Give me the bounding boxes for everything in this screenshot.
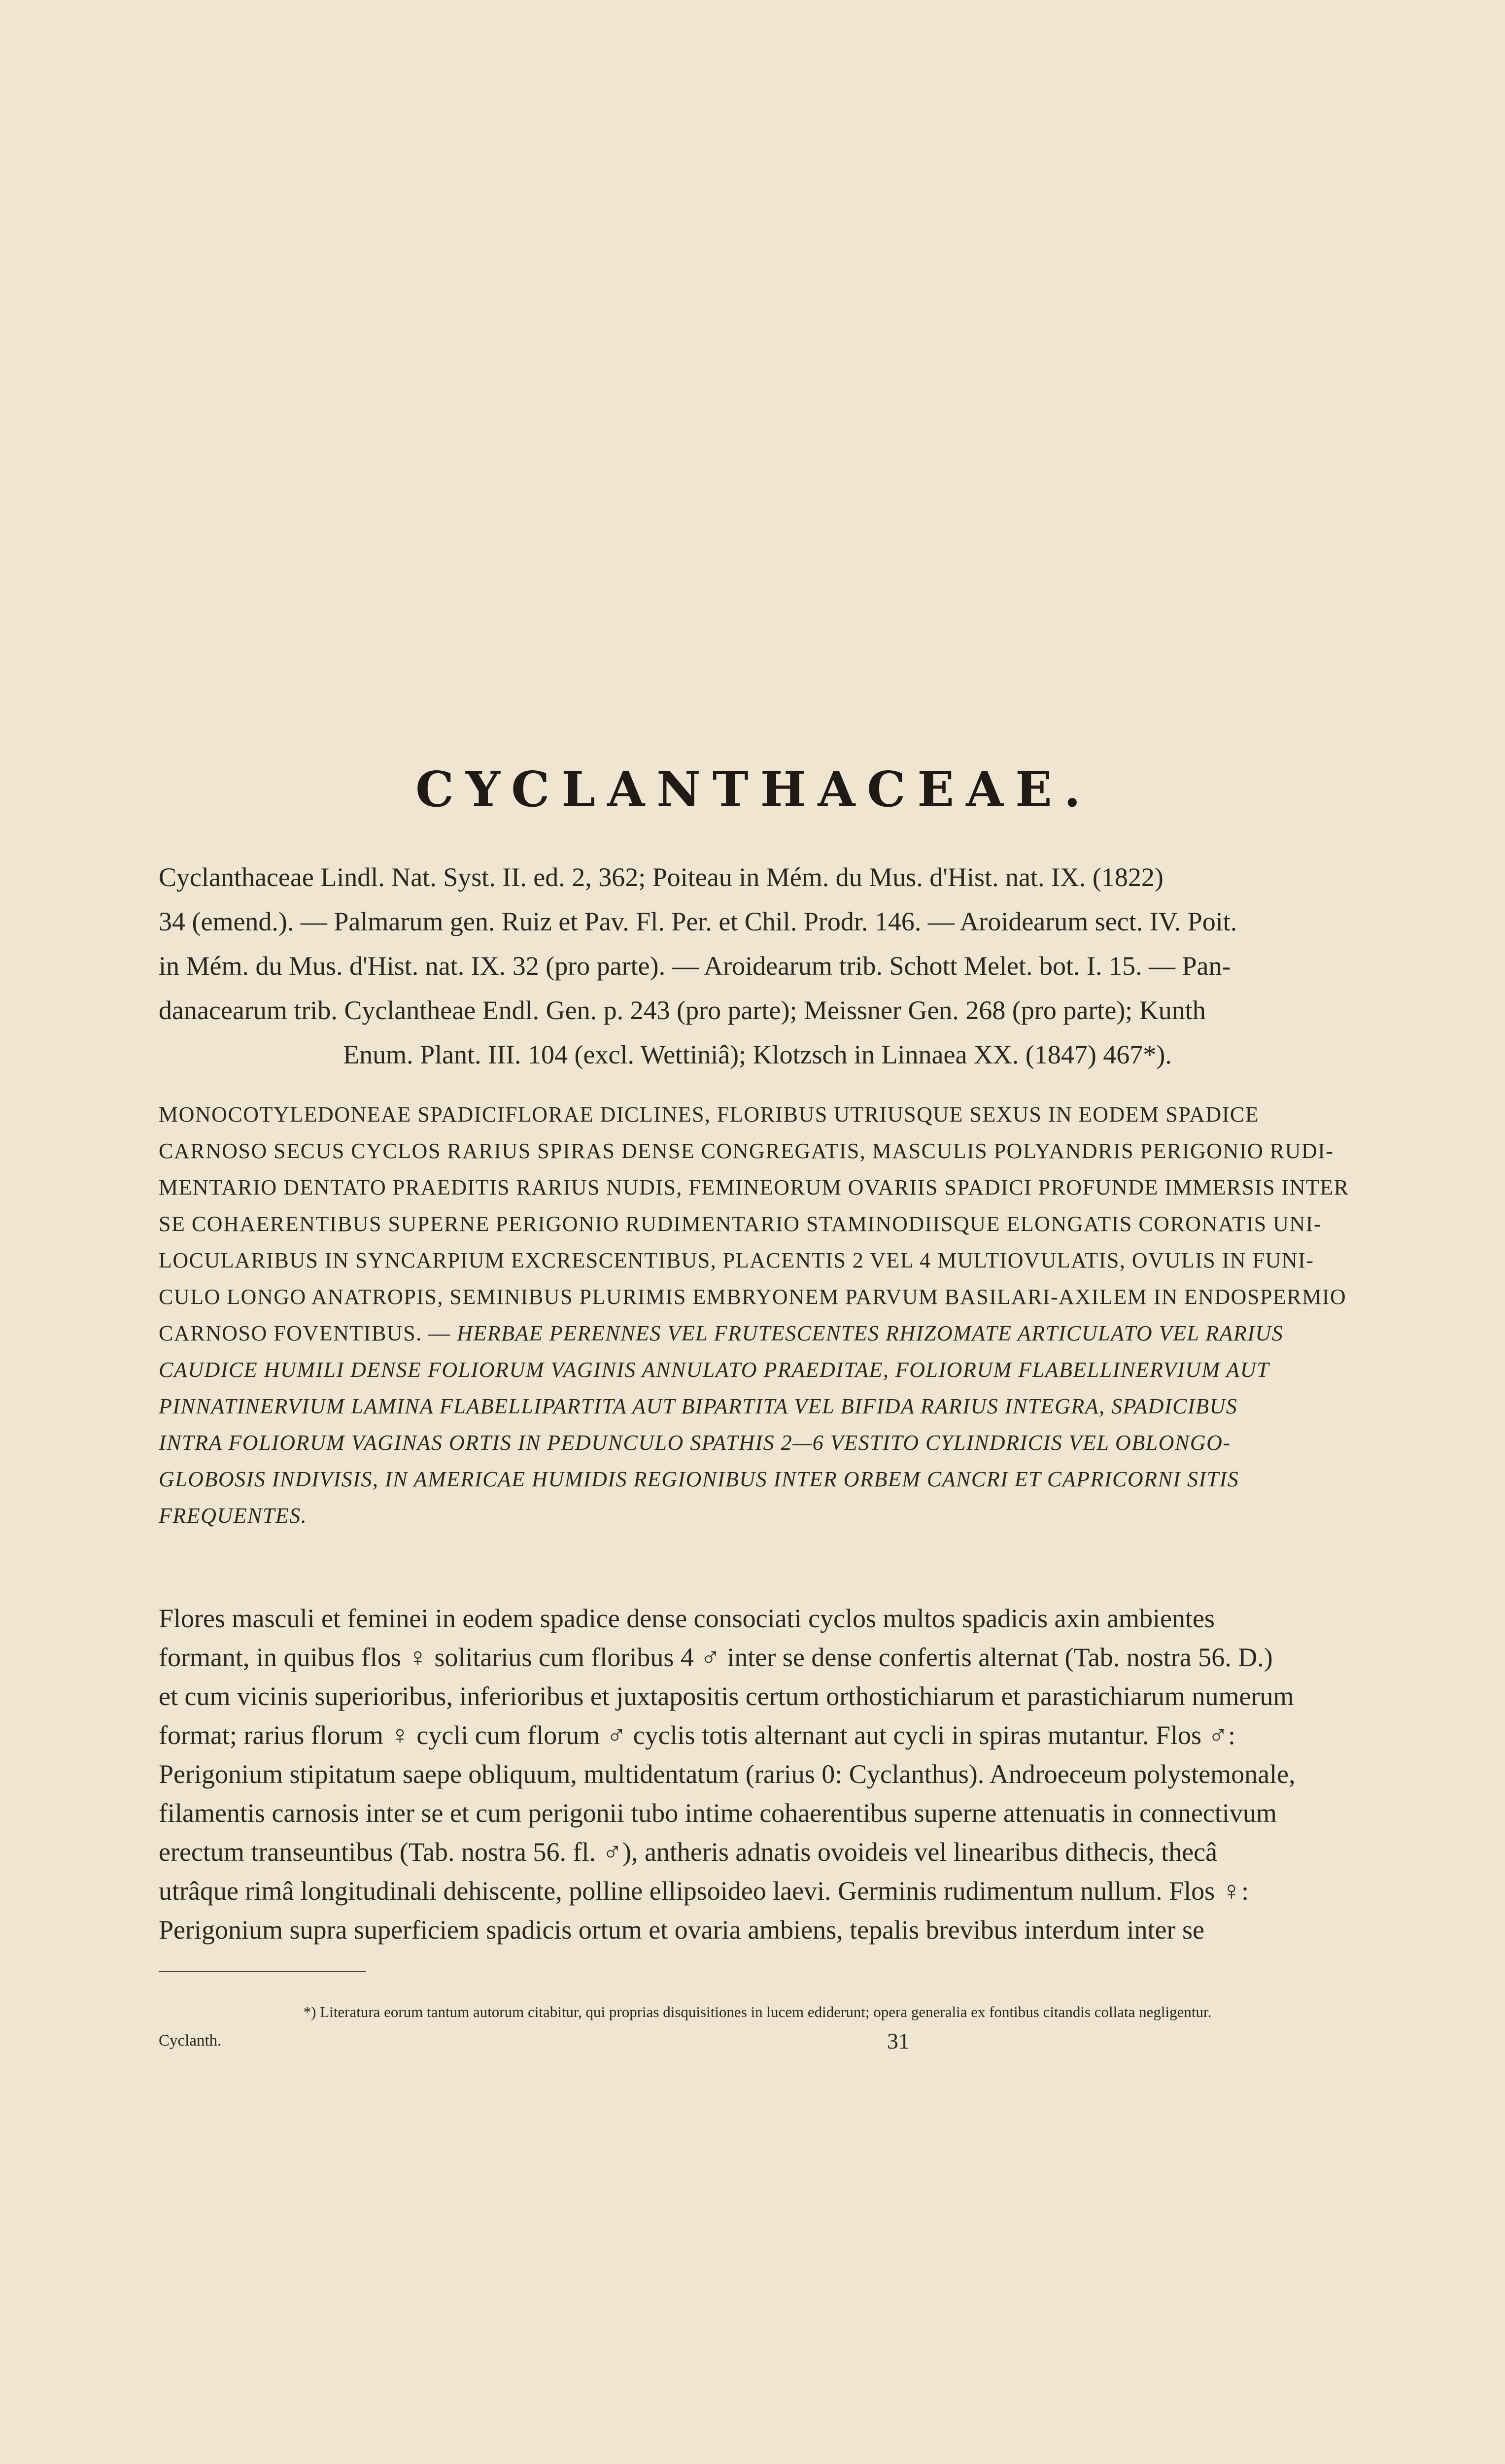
diagnosis-line: CARNOSO SECUS CYCLOS RARIUS SPIRAS DENSE CONGREGATIS, MASCULIS POLYANDRIS PERIGONIO RUDI- (159, 1139, 1334, 1163)
diagnosis-paragraph (159, 1096, 1356, 1534)
synonymy-line: Cyclanthaceae Lindl. Nat. Syst. II. ed. 2, 362; Poiteau in Mém. du Mus. d'Hist. nat. IX. (1822) (159, 862, 1163, 892)
flores-line: et cum vicinis superioribus, inferioribus et juxtapositis certum orthostichiarum et parastichiarum numerum (159, 1681, 1294, 1711)
diagnosis-italic-text: GLOBOSIS INDIVISIS, IN AMERICAE HUMIDIS REGIONIBUS INTER ORBEM CANCRI ET CAPRICORNI SITIS (159, 1467, 1239, 1491)
page-title: CYCLANTHACEAE. (415, 761, 1093, 818)
diagnosis-line: SE COHAERENTIBUS SUPERNE PERIGONIO RUDIMENTARIO STAMINODIISQUE ELONGATIS CORONATIS UNI- (159, 1212, 1322, 1236)
flores-line: Flores masculi et feminei in eodem spadice dense consociati cyclos multos spadicis axin ambientes (159, 1604, 1215, 1633)
diagnosis-italic-text: FREQUENTES. (159, 1504, 308, 1528)
synonymy-line: in Mém. du Mus. d'Hist. nat. IX. 32 (pro parte). — Aroidearum trib. Schott Melet. bot. I. 15. — Pan- (159, 951, 1231, 981)
diagnosis-italic-text: CAUDICE HUMILI DENSE FOLIORUM VAGINIS ANNULATO PRAEDITAE, FOLIORUM FLABELLINERVIUM AUT (159, 1358, 1269, 1382)
signature-mark: Cyclanth. (159, 2032, 222, 2050)
flores-line: filamentis carnosis inter se et cum perigonii tubo intime cohaerentibus superne attenuatis in connectivum (159, 1798, 1277, 1828)
diagnosis-line: LOCULARIBUS IN SYNCARPIUM EXCRESCENTIBUS, PLACENTIS 2 VEL 4 MULTIOVULATIS, OVULIS IN FUNI- (159, 1248, 1314, 1272)
diagnosis-line (159, 1352, 1356, 1388)
diagnosis-italic-text: PINNATINERVIUM LAMINA FLABELLIPARTITA AUT BIPARTITA VEL BIFIDA RARIUS INTEGRA, SPADICIBUS (159, 1394, 1238, 1418)
diagnosis-line: MENTARIO DENTATO PRAEDITIS RARIUS NUDIS, FEMINEORUM OVARIIS SPADICI PROFUNDE IMMERSIS INTER (159, 1175, 1349, 1199)
flores-line: Perigonium supra superficiem spadicis ortum et ovaria ambiens, tepalis brevibus interdum inter se (159, 1915, 1204, 1945)
flores-line: Perigonium stipitatum saepe obliquum, multidentatum (rarius 0: Cyclanthus). Androeceum polystemonale, (159, 1759, 1296, 1789)
diagnosis-line (159, 1461, 1356, 1498)
flores-line: format; rarius florum ♀ cycli cum florum ♂ cyclis totis alternant aut cycli in spiras mutantur. Flos ♂: (159, 1720, 1236, 1750)
diagnosis-line (159, 1315, 1356, 1352)
synonymy-line: 34 (emend.). — Palmarum gen. Ruiz et Pav. Fl. Per. et Chil. Prodr. 146. — Aroidearum sect. IV. Poit. (159, 907, 1237, 936)
diagnosis-line: CULO LONGO ANATROPIS, SEMINIBUS PLURIMIS EMBRYONEM PARVUM BASILARI-AXILEM IN ENDOSPERMIO (159, 1285, 1347, 1309)
diagnosis-line (159, 1498, 1356, 1534)
synonymy-line: danacearum trib. Cyclantheae Endl. Gen. p. 243 (pro parte); Meissner Gen. 268 (pro parte); Kunth (159, 995, 1206, 1025)
flores-line: erectum transeuntibus (Tab. nostra 56. fl. ♂), antheris adnatis ovoideis vel linearibus dithecis, thecâ (159, 1837, 1218, 1867)
flores-line: utrâque rimâ longitudinali dehiscente, polline ellipsoideo laevi. Germinis rudimentum nullum. Flos ♀: (159, 1876, 1249, 1906)
diagnosis-line-italic: HERBAE PERENNES VEL FRUTESCENTES RHIZOMATE ARTICULATO VEL RARIUS (457, 1321, 1284, 1345)
diagnosis-line (159, 1425, 1356, 1461)
diagnosis-italic-text: INTRA FOLIORUM VAGINAS ORTIS IN PEDUNCULO SPATHIS 2—6 VESTITO CYLINDRICIS VEL OBLONGO- (159, 1431, 1231, 1455)
flores-line: formant, in quibus flos ♀ solitarius cum floribus 4 ♂ inter se dense confertis alternat (Tab. nostra 56. D.) (159, 1643, 1273, 1672)
synonymy-paragraph (159, 855, 1356, 1077)
footnote-rule (159, 1971, 366, 1972)
diagnosis-line: MONOCOTYLEDONEAE SPADICIFLORAE DICLINES, FLORIBUS UTRIUSQUE SEXUS IN EODEM SPADICE (159, 1102, 1260, 1127)
diagnosis-line-roman: CARNOSO FOVENTIBUS. — (159, 1321, 457, 1345)
page-number: 31 (887, 2028, 910, 2053)
diagnosis-line (159, 1388, 1356, 1425)
footnote: *) Literatura eorum tantum autorum citabitur, qui proprias disquisitiones in lucem ediderunt; opera generalia ex fontibus citandis collata negligentur. (303, 2003, 1212, 2020)
synonymy-line: Enum. Plant. III. 104 (excl. Wettiniâ); Klotzsch in Linnaea XX. (1847) 467*). (343, 1040, 1172, 1069)
flores-paragraph (159, 1599, 1356, 1950)
